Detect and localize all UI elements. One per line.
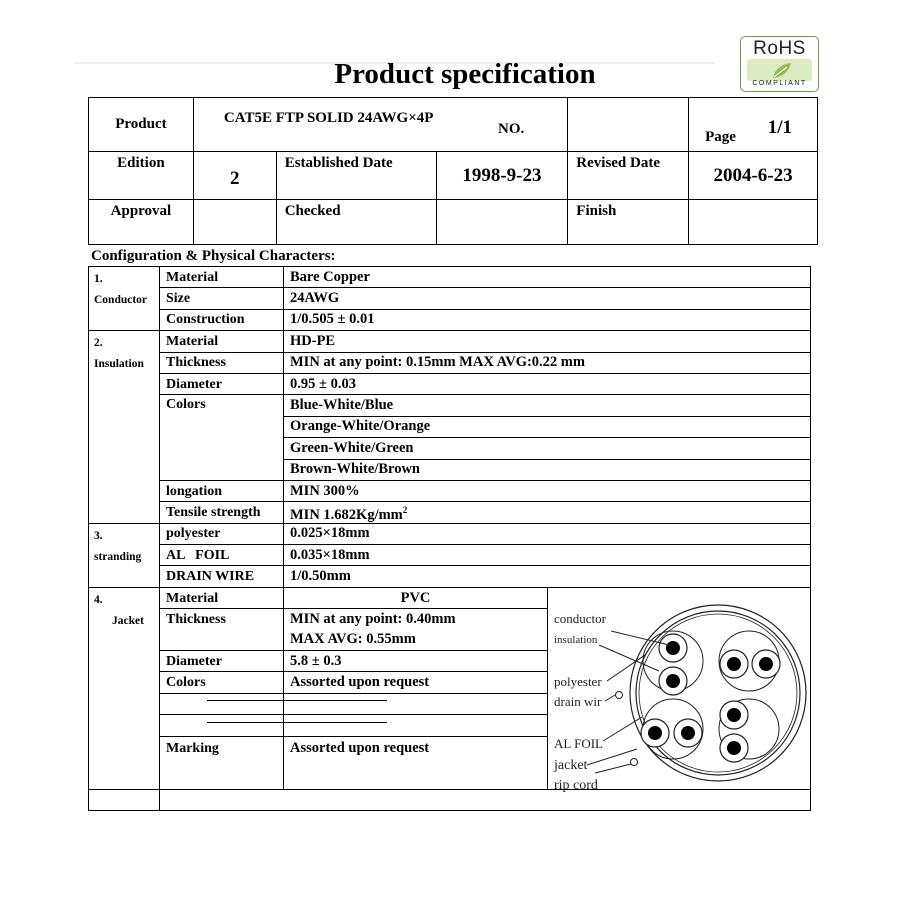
- row-label: Construction: [160, 309, 284, 330]
- group-conductor: [89, 267, 160, 331]
- row-value: MIN 1.682Kg/mm: [290, 506, 403, 523]
- group-name: stranding: [94, 550, 142, 563]
- revised-label: Revised Date: [568, 152, 689, 200]
- row-value-empty: [284, 693, 548, 714]
- established-value: 1998-9-23: [436, 152, 568, 200]
- row-label: Thickness: [160, 609, 284, 630]
- leaf-icon: [747, 59, 812, 81]
- table-row: [89, 267, 811, 288]
- table-row: [89, 523, 811, 544]
- table-row: [89, 373, 811, 394]
- superscript: 2: [402, 504, 408, 515]
- table-row: [89, 480, 811, 501]
- approval-value: [193, 200, 276, 245]
- row-value: Brown-White/Brown: [284, 459, 811, 480]
- row-label: Material: [160, 587, 284, 608]
- row-value: Assorted upon request: [284, 672, 548, 693]
- row-value: Green-White/Green: [284, 438, 811, 459]
- rip-cord-marker: [631, 759, 638, 766]
- group-num: 2.: [94, 337, 103, 350]
- row-label: AL FOIL: [160, 545, 284, 566]
- row-label: Colors: [160, 672, 284, 693]
- row-value: Orange-White/Orange: [284, 416, 811, 437]
- table-row: [89, 309, 811, 330]
- group-num: 1.: [94, 273, 103, 285]
- header-row-product: [89, 98, 818, 152]
- row-label-empty: [160, 630, 284, 651]
- table-row: [89, 352, 811, 373]
- row-value: 5.8 ± 0.3: [284, 651, 548, 672]
- group-name: Conductor: [94, 294, 148, 306]
- group-num: 4.: [94, 593, 103, 606]
- table-row: [89, 545, 811, 566]
- row-value: MAX AVG: 0.55mm: [284, 630, 548, 651]
- diagram-label: insulation: [554, 634, 598, 646]
- group-jacket: [89, 587, 160, 789]
- row-value: PVC: [284, 587, 548, 608]
- table-row: [89, 502, 811, 523]
- rohs-compliant-text: COMPLIANT: [752, 80, 807, 87]
- row-label: Size: [160, 288, 284, 309]
- jacket-inner-ring: [636, 611, 800, 775]
- finish-value: [689, 200, 818, 245]
- diagram-label: conductor: [554, 611, 606, 626]
- row-value: 0.95 ± 0.03: [284, 373, 811, 394]
- row-label-empty: [160, 693, 284, 714]
- section-title: Configuration & Physical Characters:: [91, 248, 336, 264]
- row-blank: [89, 789, 160, 810]
- row-value: 1/0.50mm: [284, 566, 811, 587]
- row-label: longation: [160, 480, 284, 501]
- approval-label: Approval: [89, 200, 194, 245]
- checked-label: Checked: [276, 200, 436, 245]
- row-label: Tensile strength: [160, 502, 284, 523]
- jacket-outer-ring: [630, 605, 806, 781]
- row-label: Diameter: [160, 373, 284, 394]
- finish-label: Finish: [568, 200, 689, 245]
- row-value: MIN at any point: 0.40mm: [284, 609, 548, 630]
- table-row: [89, 331, 811, 352]
- row-label: Marking: [160, 736, 284, 789]
- page-title: Product specification: [334, 58, 596, 90]
- diagram-label: polyester: [554, 674, 602, 689]
- diagram-label: AL FOIL: [554, 736, 603, 751]
- row-label: Material: [160, 331, 284, 352]
- row-value: HD-PE: [284, 331, 811, 352]
- group-stranding: [89, 523, 160, 587]
- row-value: MIN 300%: [284, 480, 811, 501]
- row-value: 0.025×18mm: [284, 523, 811, 544]
- row-value: Bare Copper: [284, 267, 811, 288]
- edition-label: Edition: [89, 152, 194, 200]
- diagram-label: rip cord: [554, 778, 598, 793]
- blank-line: [207, 722, 387, 723]
- row-label: polyester: [160, 523, 284, 544]
- row-value: Blue-White/Blue: [284, 395, 811, 416]
- checked-value: [436, 200, 568, 245]
- row-value: MIN at any point: 0.15mm MAX AVG:0.22 mm: [284, 352, 811, 373]
- edition-value: 2: [193, 152, 276, 200]
- no-label: NO.: [498, 121, 525, 137]
- row-value: 24AWG: [284, 288, 811, 309]
- row-label: DRAIN WIRE: [160, 566, 284, 587]
- row-label: Diameter: [160, 651, 284, 672]
- product-value: CAT5E FTP SOLID 24AWG×4P: [193, 98, 567, 152]
- established-label: Established Date: [276, 152, 436, 200]
- table-row: [89, 566, 811, 587]
- revised-value: 2004-6-23: [689, 152, 818, 200]
- header-row-edition: [89, 152, 818, 200]
- blank-line: [207, 700, 387, 701]
- rohs-text: RoHS: [753, 38, 806, 59]
- row-value: Assorted upon request: [284, 736, 548, 789]
- diagram-label: jacket: [554, 758, 588, 773]
- table-row: [89, 395, 811, 416]
- header-table: [88, 97, 818, 245]
- row-label: Colors: [160, 395, 284, 481]
- group-name: Jacket: [112, 614, 144, 627]
- page-label: Page: [705, 129, 736, 145]
- table-row: [89, 288, 811, 309]
- rohs-logo: [740, 36, 819, 92]
- row-label: Thickness: [160, 352, 284, 373]
- diagram-label: drain wir: [554, 694, 602, 709]
- row-value-cell: [284, 502, 811, 523]
- group-num: 3.: [94, 529, 103, 542]
- row-value: 1/0.505 ± 0.01: [284, 309, 811, 330]
- row-label: Material: [160, 267, 284, 288]
- conductor-pairs: [641, 634, 780, 762]
- no-value: [568, 98, 689, 152]
- row-value-empty: [284, 715, 548, 736]
- page-value: 1/1: [767, 117, 792, 138]
- row-value: 0.035×18mm: [284, 545, 811, 566]
- header-row-approval: [89, 200, 818, 245]
- group-name: Insulation: [94, 358, 144, 371]
- page-cell: [689, 98, 818, 152]
- product-label: Product: [89, 98, 194, 152]
- row-label-empty: [160, 715, 284, 736]
- group-insulation: [89, 331, 160, 524]
- drain-wire-marker: [616, 692, 623, 699]
- cable-cross-section-diagram: [547, 589, 809, 796]
